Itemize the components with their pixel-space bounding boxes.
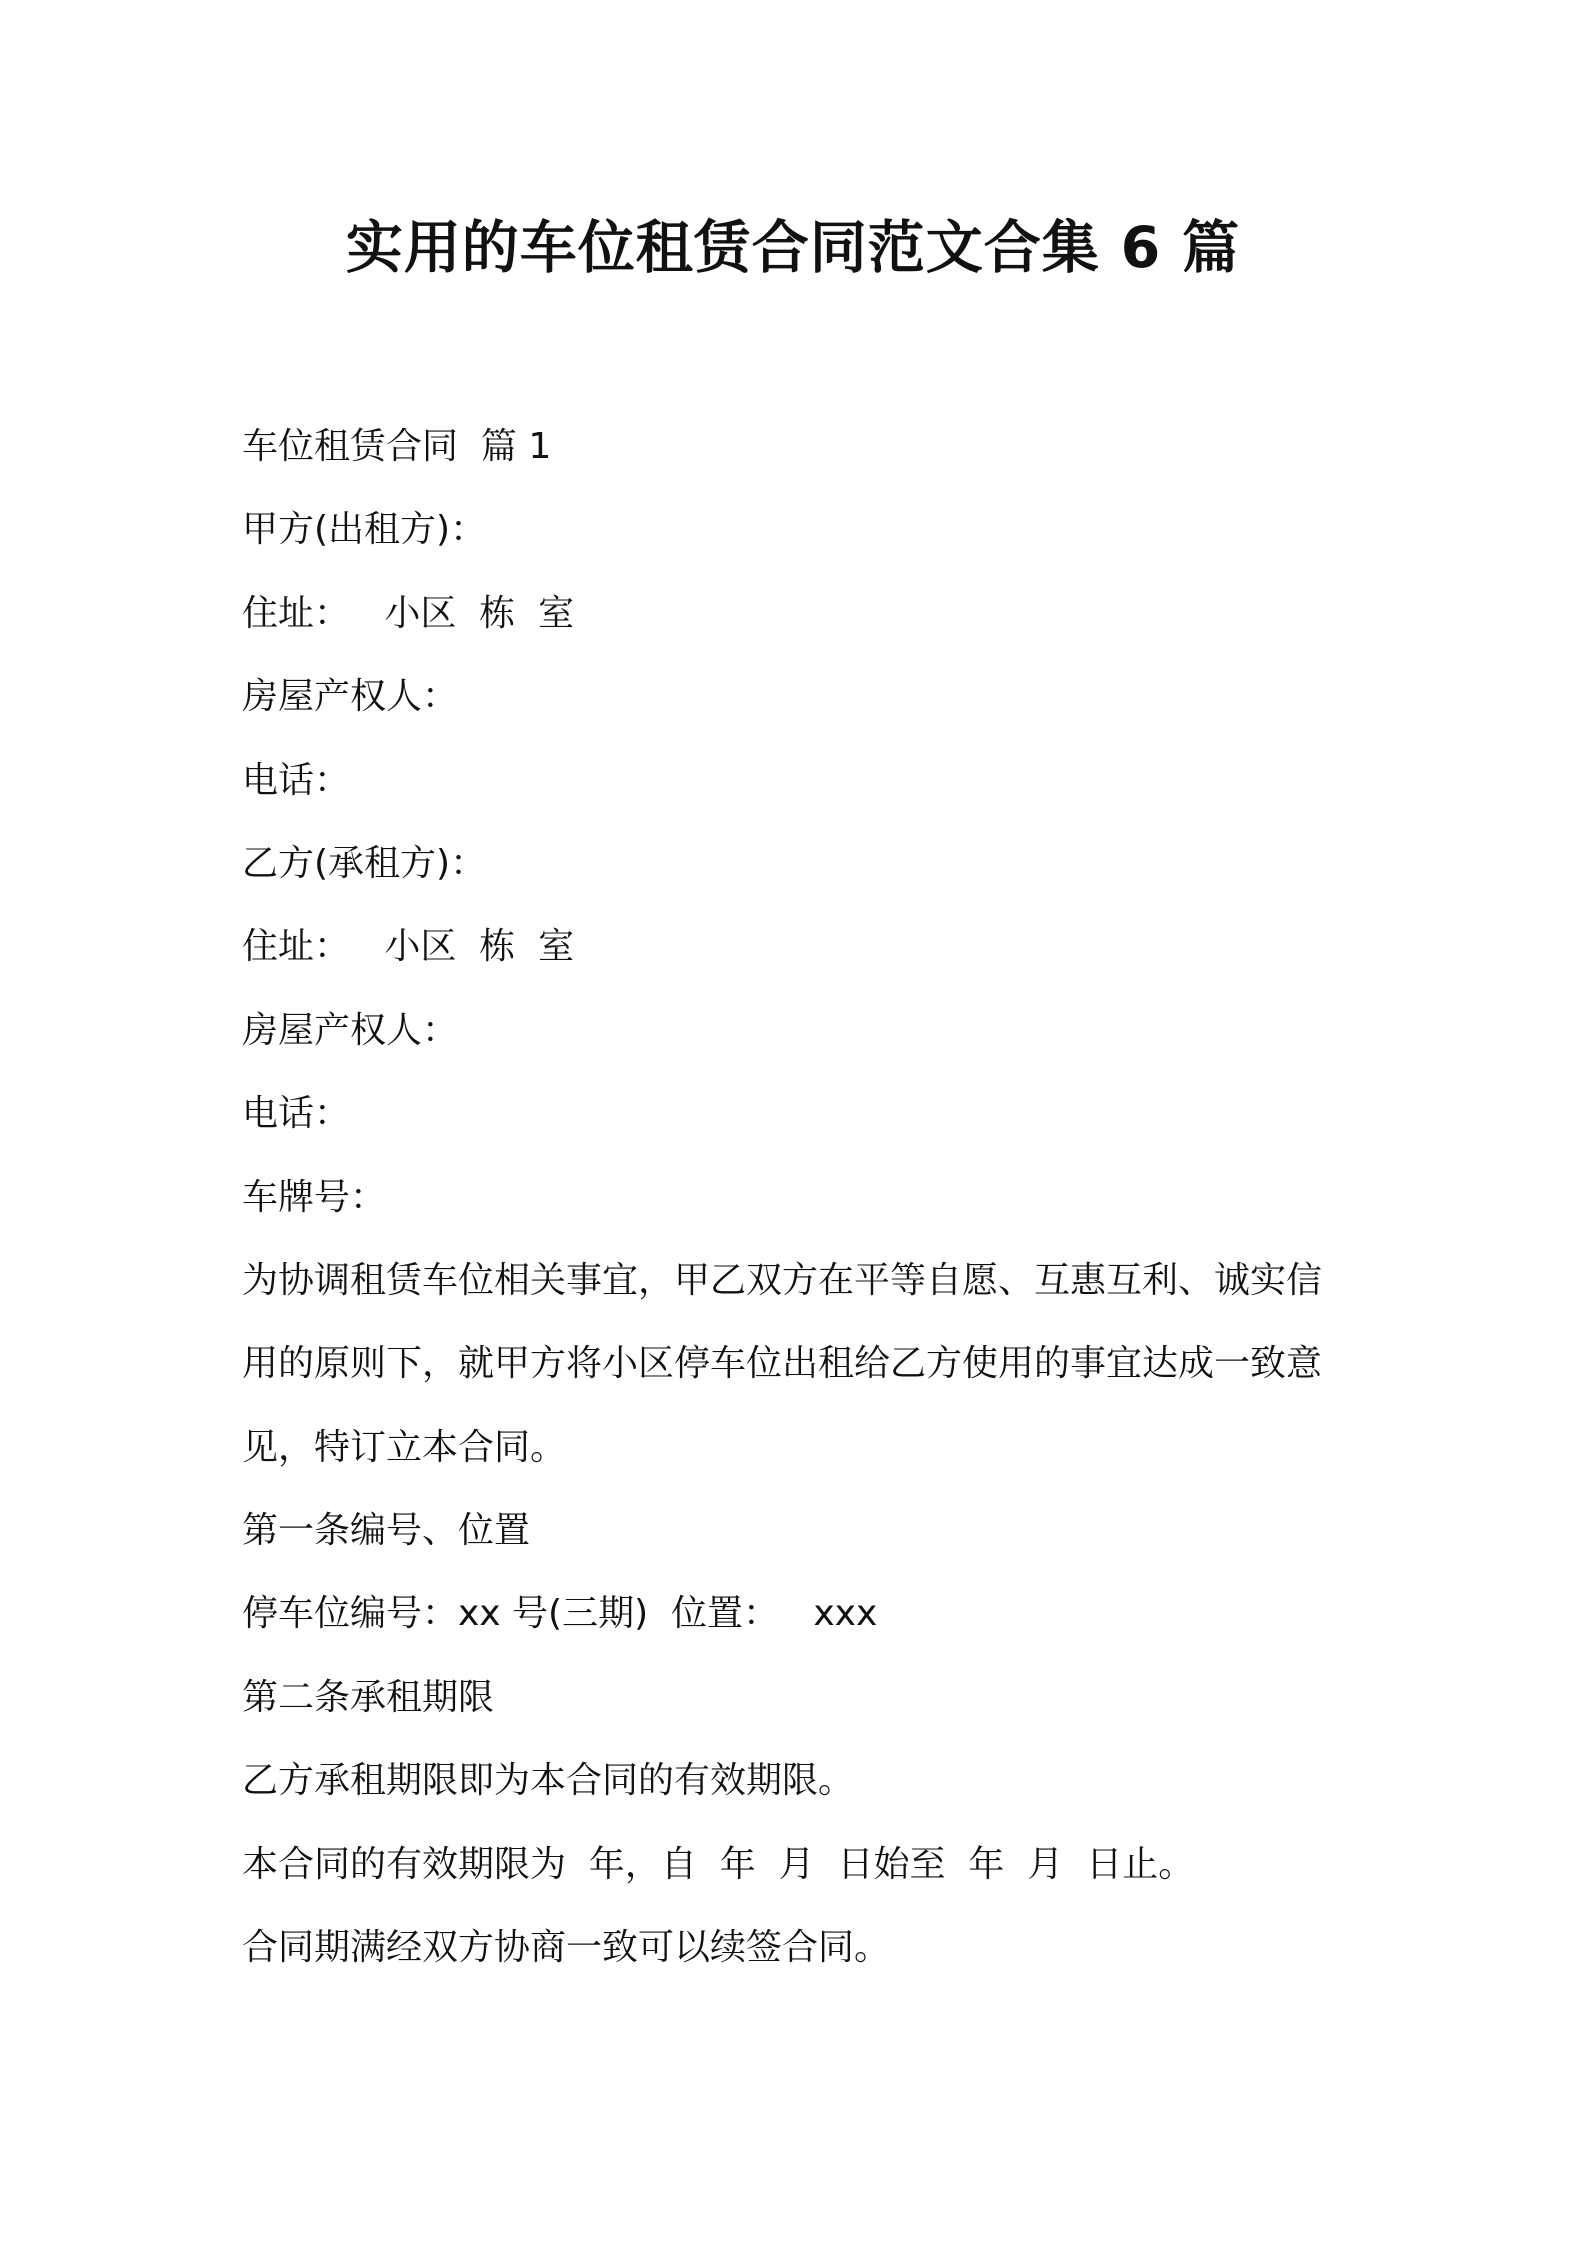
preamble-line: 用的原则下，就甲方将小区停车位出租给乙方使用的事宜达成一致意	[242, 1343, 1323, 1385]
article-1-heading: 第一条编号、位置	[242, 1510, 531, 1552]
party-b-property-owner: 房屋产权人：	[242, 1009, 459, 1051]
party-a-phone: 电话：	[242, 759, 351, 801]
validity-period-text: 本合同的有效期限为 年，自 年 月 日始至 年 月 日止。	[242, 1843, 1195, 1885]
party-b-address: 住址： 小区 栋 室	[242, 926, 575, 968]
license-plate-field: 车牌号：	[242, 1176, 387, 1218]
party-a-address: 住址： 小区 栋 室	[242, 592, 575, 634]
article-2-heading: 第二条承租期限	[242, 1676, 495, 1718]
preamble-line: 为协调租赁车位相关事宜，甲乙双方在平等自愿、互惠互利、诚实信	[242, 1259, 1323, 1301]
document-body	[242, 405, 1362, 1989]
preamble-line: 见，特订立本合同。	[242, 1426, 567, 1468]
document-title: 实用的车位租赁合同范文合集 6 篇	[345, 215, 1241, 281]
party-a-label: 甲方(出租方)：	[242, 509, 487, 551]
lease-term-text: 乙方承租期限即为本合同的有效期限。	[242, 1760, 855, 1802]
renewal-text: 合同期满经双方协商一致可以续签合同。	[242, 1927, 891, 1969]
party-b-phone: 电话：	[242, 1093, 351, 1135]
party-a-property-owner: 房屋产权人：	[242, 676, 459, 718]
section-heading-contract-1: 车位租赁合同 篇 1	[242, 426, 552, 467]
party-b-label: 乙方(承租方)：	[242, 842, 487, 884]
parking-space-number-location: 停车位编号：xx 号(三期) 位置： xxx	[242, 1593, 878, 1635]
